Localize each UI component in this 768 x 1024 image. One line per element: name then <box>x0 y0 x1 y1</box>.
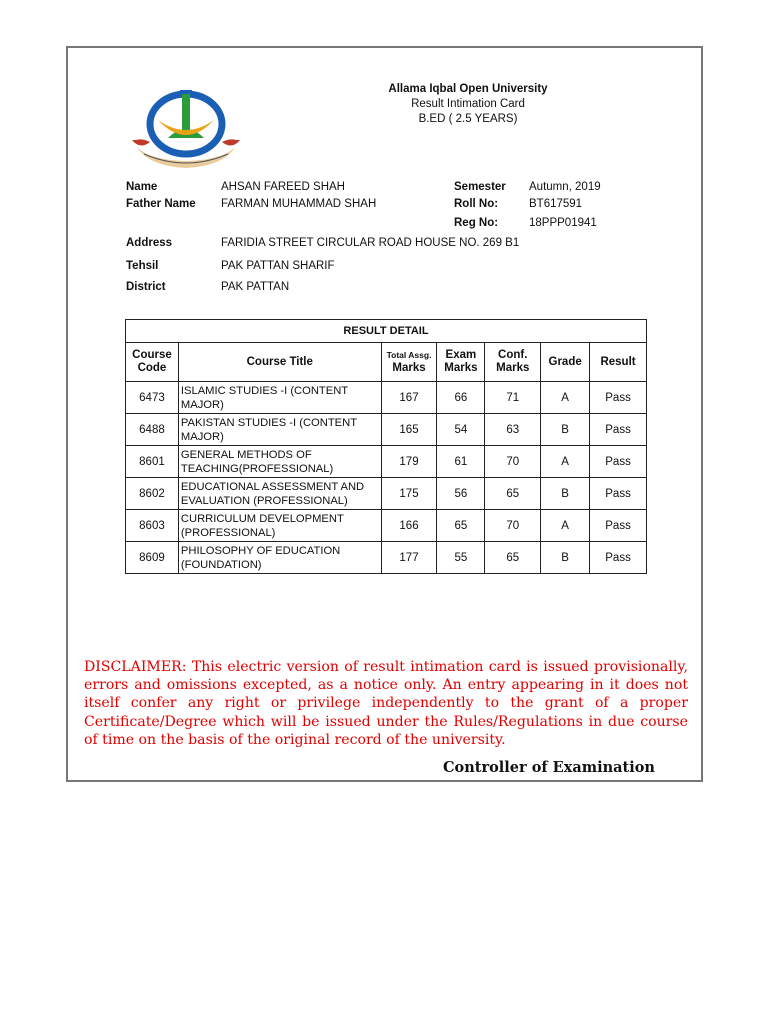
result-detail-caption: RESULT DETAIL <box>126 320 647 343</box>
exam-marks: 66 <box>437 382 485 414</box>
total-marks: 165 <box>381 414 437 446</box>
course-title-line2: TEACHING(PROFESSIONAL) <box>180 462 334 475</box>
course-title-line2: (FOUNDATION) <box>180 558 262 571</box>
course-title <box>178 542 381 574</box>
course-title <box>178 382 381 414</box>
header-grade: Grade <box>541 343 590 382</box>
conf-marks: 65 <box>485 478 541 510</box>
total-marks: 177 <box>381 542 437 574</box>
course-code: 8601 <box>126 446 179 478</box>
header-total-marks <box>381 343 437 382</box>
table-row <box>126 478 647 510</box>
result-status: Pass <box>590 478 647 510</box>
header-total-line2: Marks <box>392 362 426 374</box>
district-value: PAK PATTAN <box>221 281 290 293</box>
address-label: Address <box>126 237 173 249</box>
exam-marks: 65 <box>437 510 485 542</box>
grade: B <box>541 414 590 446</box>
table-row <box>126 382 647 414</box>
program-name: B.ED ( 2.5 YEARS) <box>418 113 518 125</box>
course-title <box>178 510 381 542</box>
course-code: 8603 <box>126 510 179 542</box>
name-label: Name <box>126 181 158 193</box>
course-title-line1: GENERAL METHODS OF <box>180 448 312 461</box>
father-name-label: Father Name <box>126 198 196 210</box>
course-title <box>178 478 381 510</box>
course-title <box>178 414 381 446</box>
header-course-code-line2: Code <box>137 362 167 374</box>
grade: A <box>541 510 590 542</box>
disclaimer-text: DISCLAIMER: This electric version of result intimation card is issued provisionally, errors and omissions excepted, as a notice only. An entry appearing in it does not itself confer any right or privilege independently to the grant of a proper Certificate/Degree which will be issued under the Rules/Regulations in due course of time on the basis of the original record of the university. <box>84 659 688 748</box>
course-title-line2: (PROFESSIONAL) <box>180 526 276 539</box>
header-conf-marks <box>485 343 541 382</box>
header-exam-marks <box>437 343 485 382</box>
semester-value: Autumn, 2019 <box>529 181 601 193</box>
table-row <box>126 414 647 446</box>
conf-marks: 63 <box>485 414 541 446</box>
conf-marks: 71 <box>485 382 541 414</box>
result-status: Pass <box>590 446 647 478</box>
tehsil-value: PAK PATTAN SHARIF <box>221 260 335 272</box>
table-row <box>126 542 647 574</box>
card-title: Result Intimation Card <box>411 98 525 110</box>
grade: A <box>541 382 590 414</box>
university-name: Allama Iqbal Open University <box>388 83 548 95</box>
father-name: FARMAN MUHAMMAD SHAH <box>221 198 377 210</box>
total-marks: 175 <box>381 478 437 510</box>
course-title-line1: PAKISTAN STUDIES -I (CONTENT <box>180 416 358 429</box>
reg-no-label: Reg No: <box>454 217 499 229</box>
result-card <box>66 46 703 782</box>
grade: B <box>541 542 590 574</box>
address-value: FARIDIA STREET CIRCULAR ROAD HOUSE NO. 269 B1 <box>221 237 520 249</box>
header-exam-line2: Marks <box>444 362 478 374</box>
course-code: 6488 <box>126 414 179 446</box>
roll-no-label: Roll No: <box>454 198 499 210</box>
result-status: Pass <box>590 414 647 446</box>
exam-marks: 55 <box>437 542 485 574</box>
header-exam-line1: Exam <box>445 349 477 361</box>
university-crest-icon <box>128 80 244 172</box>
grade: B <box>541 478 590 510</box>
exam-marks: 61 <box>437 446 485 478</box>
course-title-line1: CURRICULUM DEVELOPMENT <box>180 512 344 525</box>
tehsil-label: Tehsil <box>126 260 159 272</box>
course-title-line2: EVALUATION (PROFESSIONAL) <box>180 494 348 507</box>
header-conf-line1: Conf. <box>498 349 528 361</box>
header-course-code <box>126 343 179 382</box>
conf-marks: 70 <box>485 510 541 542</box>
result-status: Pass <box>590 542 647 574</box>
result-status: Pass <box>590 510 647 542</box>
grade: A <box>541 446 590 478</box>
semester-label: Semester <box>454 181 506 193</box>
header-total-line1: Total Assg. <box>386 350 432 360</box>
roll-no-value: BT617591 <box>529 198 583 210</box>
total-marks: 166 <box>381 510 437 542</box>
result-status: Pass <box>590 382 647 414</box>
total-marks: 179 <box>381 446 437 478</box>
course-title-line1: PHILOSOPHY OF EDUCATION <box>180 544 341 557</box>
conf-marks: 65 <box>485 542 541 574</box>
table-row <box>126 510 647 542</box>
course-title <box>178 446 381 478</box>
course-code: 8602 <box>126 478 179 510</box>
conf-marks: 70 <box>485 446 541 478</box>
header-course-title: Course Title <box>178 343 381 382</box>
exam-marks: 56 <box>437 478 485 510</box>
course-code: 6473 <box>126 382 179 414</box>
header-conf-line2: Marks <box>496 362 530 374</box>
total-marks: 167 <box>381 382 437 414</box>
student-name: AHSAN FAREED SHAH <box>221 181 345 193</box>
table-row <box>126 446 647 478</box>
header-result: Result <box>590 343 647 382</box>
course-title-line1: ISLAMIC STUDIES -I (CONTENT <box>180 384 349 397</box>
course-title-line2: MAJOR) <box>180 430 224 443</box>
exam-marks: 54 <box>437 414 485 446</box>
header-course-code-line1: Course <box>132 349 172 361</box>
course-title-line1: EDUCATIONAL ASSESSMENT AND <box>180 480 365 493</box>
course-title-line2: MAJOR) <box>180 398 224 411</box>
controller-signature: Controller of Examination <box>443 759 655 776</box>
result-table <box>125 319 647 574</box>
card-header <box>328 82 608 127</box>
reg-no-value: 18PPP01941 <box>529 217 597 229</box>
district-label: District <box>126 281 166 293</box>
course-code: 8609 <box>126 542 179 574</box>
